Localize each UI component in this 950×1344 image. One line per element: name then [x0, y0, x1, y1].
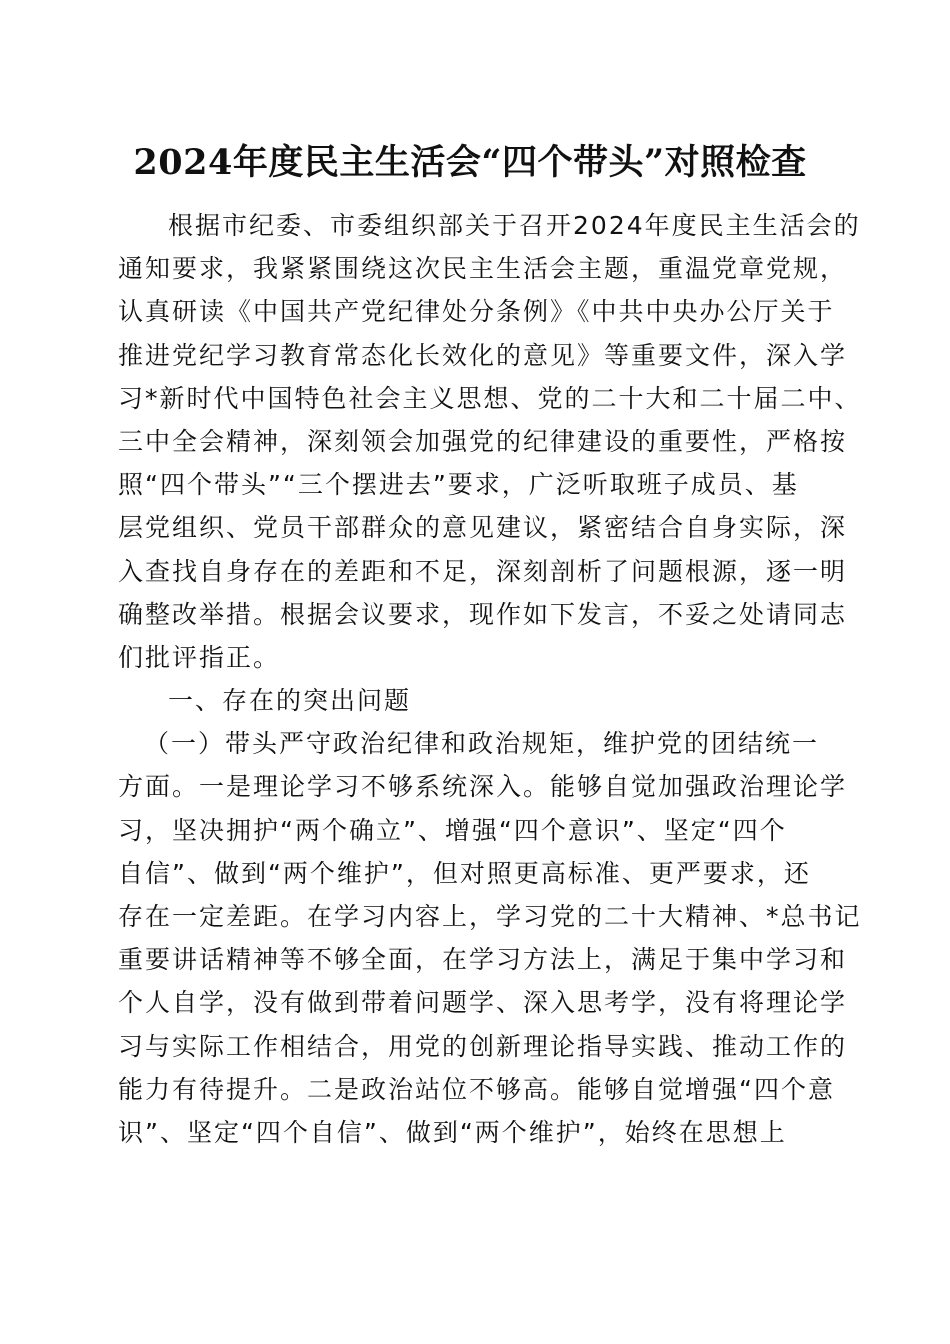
paragraph-line: 入查找自身存在的差距和不足，深刻剖析了问题根源，逐一明 [118, 556, 848, 586]
paragraph-line: 习，坚决拥护“两个确立”、增强“四个意识”、坚定“四个 [118, 815, 787, 845]
paragraph-line: 能力有待提升。二是政治站位不够高。能够自觉增强“四个意 [118, 1074, 835, 1104]
paragraph-line: 三中全会精神，深刻领会加强党的纪律建设的重要性，严格按 [118, 426, 848, 456]
document-title: 2024年度民主生活会“四个带头”对照检查 [133, 142, 807, 183]
paragraph-line: 确整改举措。根据会议要求，现作如下发言，不妥之处请同志 [118, 599, 848, 629]
paragraph-line: 习与实际工作相结合，用党的创新理论指导实践、推动工作的 [118, 1031, 848, 1061]
paragraph-line: 照“四个带头”“三个摆进去”要求，广泛听取班子成员、基 [118, 470, 799, 500]
paragraph-line: 个人自学，没有做到带着问题学、深入思考学，没有将理论学 [118, 988, 848, 1018]
paragraph-line: 自信”、做到“两个维护”，但对照更高标准、更严要求，还 [118, 858, 811, 888]
paragraph-line: 重要讲话精神等不够全面，在学习方法上，满足于集中学习和 [118, 945, 848, 975]
document-body [118, 204, 862, 1154]
paragraph-line: 方面。一是理论学习不够系统深入。能够自觉加强政治理论学 [118, 772, 848, 802]
section-heading: 一、存在的突出问题 [168, 686, 412, 716]
paragraph-line: 存在一定差距。在学习内容上，学习党的二十大精神、*总书记 [118, 902, 862, 931]
paragraph-line: 层党组织、党员干部群众的意见建议，紧密结合自身实际，深 [118, 513, 848, 543]
paragraph-line: 习*新时代中国特色社会主义思想、党的二十大和二十届二中、 [118, 383, 862, 413]
paragraph-line: 根据市纪委、市委组织部关于召开2024年度民主生活会的 [168, 211, 861, 240]
paragraph-line: 认真研读《中国共产党纪律处分条例》《中共中央办公厅关于 [118, 297, 835, 327]
paragraph-line: （一）带头严守政治纪律和政治规矩，维护党的团结统一 [144, 729, 820, 759]
paragraph-line: 通知要求，我紧紧围绕这次民主生活会主题，重温党章党规， [118, 254, 848, 284]
paragraph-line: 推进党纪学习教育常态化长效化的意见》等重要文件，深入学 [118, 340, 848, 370]
paragraph-line: 识”、坚定“四个自信”、做到“两个维护”，始终在思想上 [118, 1117, 787, 1147]
paragraph-line: 们批评指正。 [118, 642, 281, 672]
